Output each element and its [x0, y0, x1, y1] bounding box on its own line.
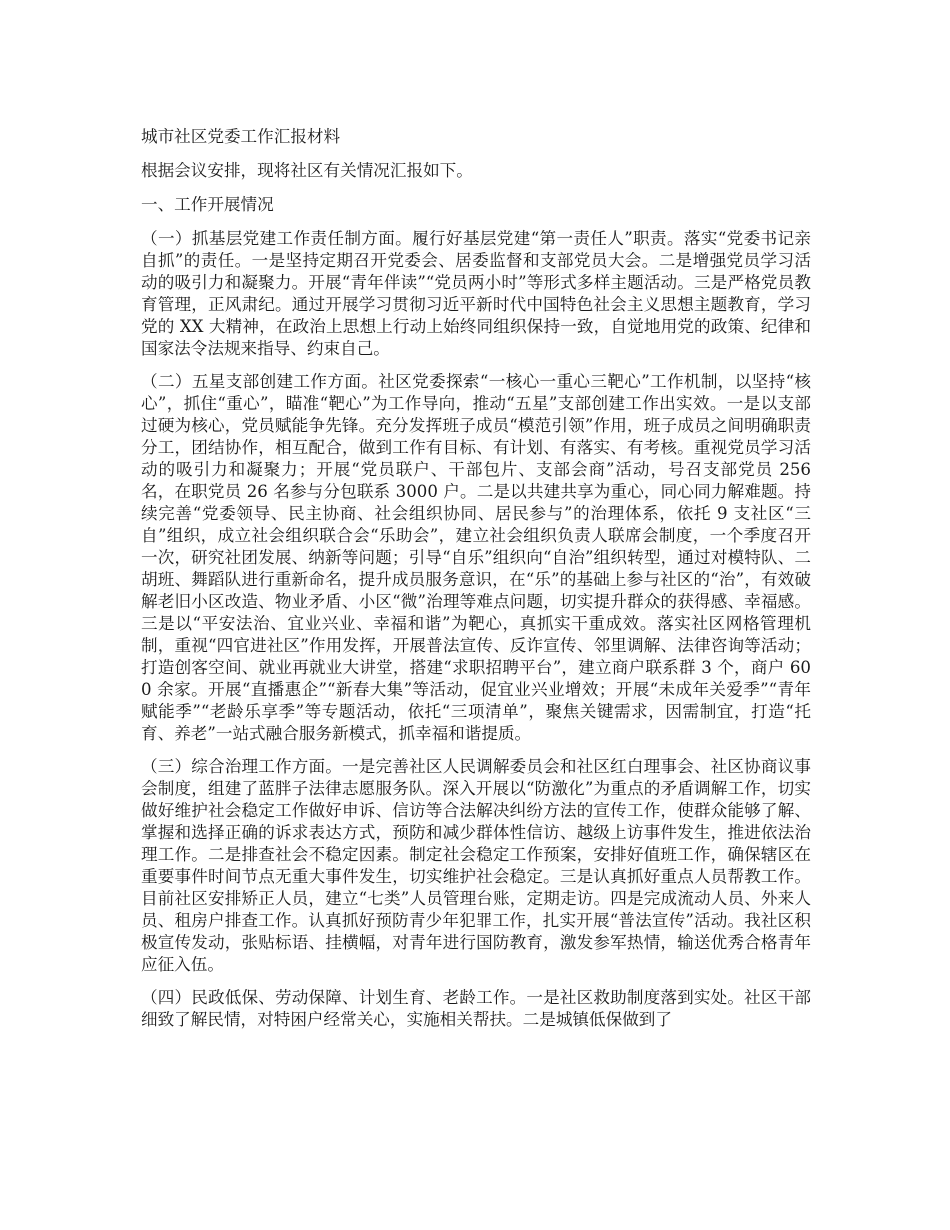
paragraph-party-building: （一）抓基层党建工作责任制方面。履行好基层党建“第一责任人”职责。落实“党委书记亲自抓”的责任。一是坚持定期召开党委会、居委监督和支部党员大会。二是增强党员学习活动的吸引力和凝聚力。开展“青年伴读”“党员两小时”等形式多样主题活动。三是严格党员教育管理，正风肃纪。通过开展学习贯彻习近平新时代中国特色社会主义思想主题教育，学习党的 XX 大精神，在政治上思想上行动上始终同组织保持一致，自觉地用党的政策、纪律和国家法令法规来指导、约束自己。	[141, 229, 811, 358]
paragraph-comprehensive-governance: （三）综合治理工作方面。一是完善社区人民调解委员会和社区红白理事会、社区协商议事会制度，组建了蓝胖子法律志愿服务队。深入开展以“防激化”为重点的矛盾调解工作，切实做好维护社会稳定工作做好申诉、信访等合法解决纠纷方法的宣传工作，使群众能够了解、掌握和选择正确的诉求表达方式，预防和减少群体性信访、越级上访事件发生，推进依法治理工作。二是排查社会不稳定因素。制定社会稳定工作预案，安排好值班工作，确保辖区在重要事件时间节点无重大事件发生，切实维护社会稳定。三是认真抓好重点人员帮教工作。目前社区安排矫正人员，建立“七类”人员管理台账，定期走访。四是完成流动人员、外来人员、租房户排查工作。认真抓好预防青少年犯罪工作，扎实开展“普法宣传”活动。我社区积极宣传发动，张贴标语、挂横幅，对青年进行国防教育，激发参军热情，输送优秀合格青年应征入伍。	[141, 757, 811, 974]
section-heading: 一、工作开展情况	[141, 195, 274, 214]
intro-paragraph: 根据会议安排，现将社区有关情况汇报如下。	[141, 161, 473, 180]
document-body	[141, 126, 811, 1042]
document-title: 城市社区党委工作汇报材料	[141, 127, 341, 146]
paragraph-five-star-branch: （二）五星支部创建工作方面。社区党委探索“一核心一重心三靶心”工作机制，以坚持“核心”，抓住“重心”，瞄准“靶心”为工作导向，推动“五星”支部创建工作出实效。一是以支部过硬为核心，党员赋能争先锋。充分发挥班子成员“模范引领”作用，班子成员之间明确职责分工，团结协作，相互配合，做到工作有目标、有计划、有落实、有考核。重视党员学习活动的吸引力和凝聚力；开展“党员联户、干部包片、支部会商”活动，号召支部党员 256 名，在职党员 26 名参与分包联系 3000 户。二是以共建共享为重心，同心同力解难题。持续完善“党委领导、民主协商、社会组织协同、居民参与”的治理体系，依托 9 支社区“三自”组织，成立社会组织联合会“乐助会”，建立社会组织负责人联席会制度，一个季度召开一次，研究社团发展、纳新等问题；引导“自乐”组织向“自治”组织转型，通过对模特队、二胡班、舞蹈队进行重新命名，提升成员服务意识，在“乐”的基础上参与社区的“治”，有效破解老旧小区改造、物业矛盾、小区“微”治理等难点问题，切实提升群众的获得感、幸福感。三是以“平安法治、宜业兴业、幸福和谐”为靶心，真抓实干重成效。落实社区网格管理机制，重视“四官进社区”作用发挥，开展普法宣传、反诈宣传、邻里调解、法律咨询等活动；打造创客空间、就业再就业大讲堂，搭建“求职招聘平台”，建立商户联系群 3 个，商户 600 余家。开展“直播惠企”“新春大集”等活动，促宜业兴业增效；开展“未成年关爱季”“青年赋能季”“老龄乐享季”等专题活动，依托“三项清单”，聚焦关键需求，因需制宜，打造“托育、养老”一站式融合服务新模式，抓幸福和谐提质。	[141, 372, 811, 743]
paragraph-civil-affairs: （四）民政低保、劳动保障、计划生育、老龄工作。一是社区救助制度落到实处。社区干部细致了解民情，对特困户经常关心，实施相关帮扶。二是城镇低保做到了	[141, 988, 811, 1029]
